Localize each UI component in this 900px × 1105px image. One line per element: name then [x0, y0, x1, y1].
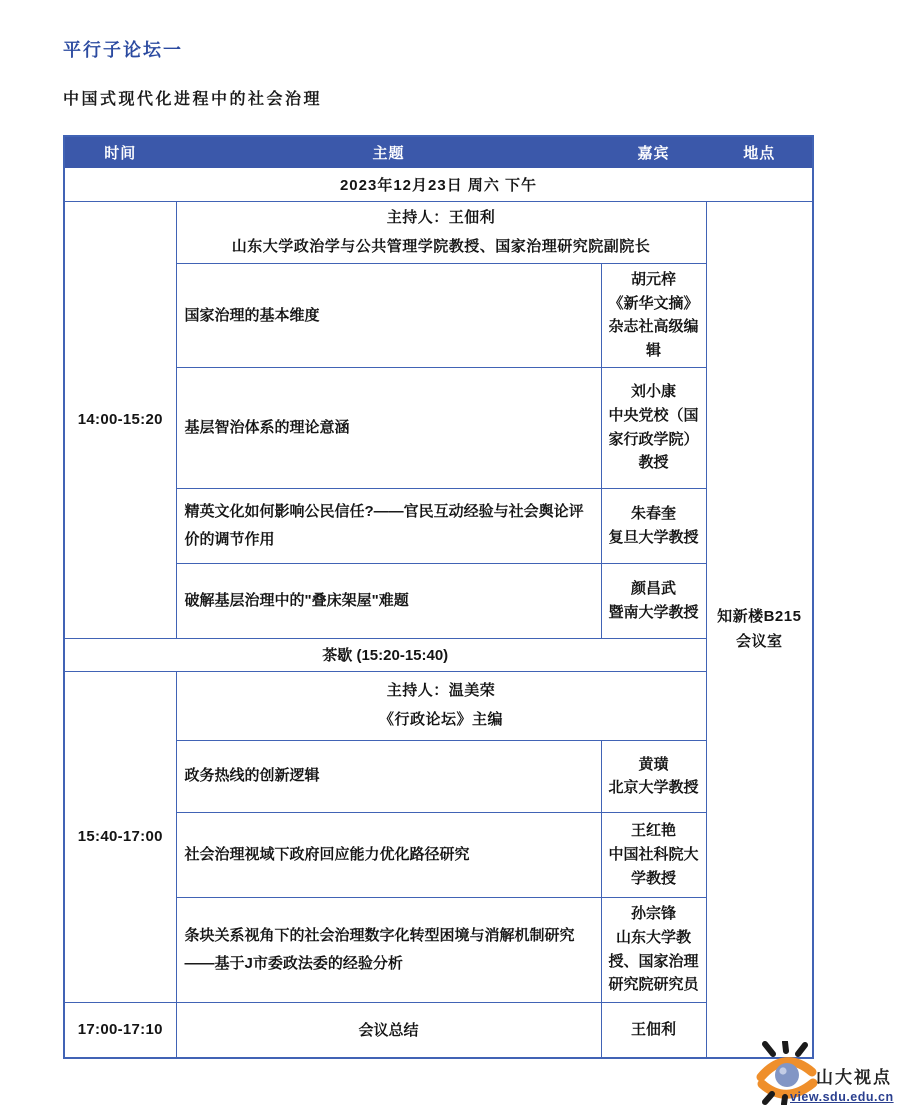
tea-break-cell: 茶歇 (15:20-15:40) — [64, 638, 706, 671]
date-row — [64, 168, 813, 202]
guest-title: 中央党校（国家行政学院）教授 — [608, 407, 699, 472]
topic-cell: 精英文化如何影响公民信任?——官民互动经验与社会舆论评价的调节作用 — [176, 488, 601, 563]
location-line-1: 知新楼B215 — [717, 607, 802, 625]
topic-cell: 国家治理的基本维度 — [176, 264, 601, 368]
guest-name: 朱春奎 — [630, 505, 676, 523]
header-topic: 主题 — [176, 136, 601, 168]
guest-title: 山东大学教授、国家治理研究院研究员 — [608, 929, 699, 994]
guest-title: 暨南大学教授 — [608, 603, 699, 621]
guest-name: 胡元梓 — [630, 271, 676, 288]
summary-row — [64, 1002, 813, 1058]
date-banner: 2023年12月23日 周六 下午 — [64, 168, 813, 202]
location-cell — [706, 202, 813, 1058]
guest-name: 王红艳 — [630, 822, 676, 840]
watermark-url: view.sdu.edu.cn — [790, 1090, 894, 1104]
time-cell-session1: 14:00-15:20 — [64, 202, 176, 639]
guest-title: 复旦大学教授 — [608, 528, 699, 546]
tea-break-row — [64, 638, 813, 671]
forum-title: 平行子论坛一 — [63, 40, 183, 60]
moderator-cell-1 — [176, 202, 706, 264]
schedule-table — [63, 135, 814, 1059]
moderator-title: 山东大学政治学与公共管理学院教授、国家治理研究院副院长 — [231, 237, 651, 255]
time-cell-session2: 15:40-17:00 — [64, 671, 176, 1002]
header-guest: 嘉宾 — [601, 136, 706, 168]
forum-subtitle: 中国式现代化进程中的社会治理 — [63, 91, 323, 108]
topic-cell: 条块关系视角下的社会治理数字化转型困境与消解机制研究——基于J市委政法委的经验分析 — [176, 897, 601, 1002]
summary-guest-cell: 王佃利 — [601, 1002, 706, 1058]
guest-title: 中国社科院大学教授 — [608, 845, 699, 887]
table-row — [64, 740, 813, 812]
location-line-2: 会议室 — [735, 633, 783, 651]
table-row — [64, 264, 813, 368]
topic-cell: 社会治理视域下政府回应能力优化路径研究 — [176, 812, 601, 897]
guest-cell — [601, 812, 706, 897]
guest-name: 刘小康 — [630, 383, 676, 401]
guest-name: 黄璜 — [638, 755, 669, 773]
header-time: 时间 — [64, 136, 176, 168]
table-row — [64, 897, 813, 1002]
topic-cell: 政务热线的创新逻辑 — [176, 740, 601, 812]
guest-cell — [601, 367, 706, 488]
topic-cell: 基层智治体系的理论意涵 — [176, 367, 601, 488]
guest-cell — [601, 488, 706, 563]
guest-name: 颜昌武 — [630, 580, 676, 598]
time-cell-summary: 17:00-17:10 — [64, 1002, 176, 1058]
guest-title: 《新华文摘》杂志社高级编辑 — [608, 294, 699, 360]
moderator-title: 《行政论坛》主编 — [378, 710, 503, 728]
header-location: 地点 — [706, 136, 813, 168]
guest-name: 孙宗锋 — [630, 905, 676, 923]
watermark-name: 山大视点 — [816, 1068, 892, 1087]
moderator-cell-2 — [176, 671, 706, 740]
table-row — [64, 367, 813, 488]
topic-cell: 破解基层治理中的"叠床架屋"难题 — [176, 563, 601, 638]
guest-cell — [601, 897, 706, 1002]
table-row — [64, 812, 813, 897]
moderator-row-2 — [64, 671, 813, 740]
table-row — [64, 488, 813, 563]
guest-cell — [601, 740, 706, 812]
sdu-view-watermark — [754, 1039, 900, 1105]
moderator-name: 主持人：王佃利 — [386, 209, 496, 226]
table-row — [64, 563, 813, 638]
moderator-name: 主持人：温美荣 — [386, 682, 496, 700]
summary-topic-cell: 会议总结 — [176, 1002, 601, 1058]
guest-title: 北京大学教授 — [608, 779, 699, 797]
guest-cell — [601, 264, 706, 368]
moderator-row-1 — [64, 202, 813, 264]
header-row — [64, 136, 813, 168]
guest-cell — [601, 563, 706, 638]
